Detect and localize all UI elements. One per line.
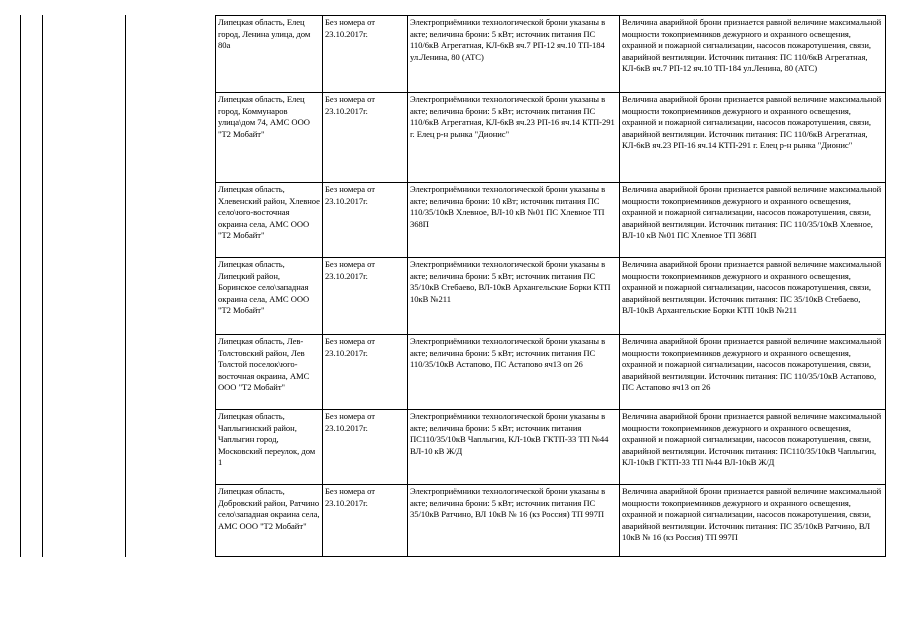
emergency-reserve-cell: Величина аварийной брони признается равной величине максимальной мощности токоприемников дежурного и охранного освещения, охранной и пожарной сигнализации, насосов пожаротушения, связи, аварийной вентиляции. Источник питания: ПС 110/35/10кВ Хлевное, ВЛ-10 кВ №01 ПС Хлевное ТП 368П — [619, 183, 885, 257]
address-cell: Липецкая область, Хлевенский район, Хлевное село\юго-восточная окраина села, АМС ООО "Т2 Мобайт" — [218, 184, 320, 241]
address-cell: Липецкая область, Чаплыгинский район, Чаплыгин город, Московский переулок, дом 1 — [218, 411, 316, 468]
address-cell: Липецкая область, Елец город, Ленина улица, дом 80а — [218, 17, 311, 51]
address-cell: Липецкая область, Лев-Толстовский район, Лев Толстой поселок\юго-восточная окраина, АМС ООО "Т2 Мобайт" — [218, 336, 310, 393]
table-row — [216, 16, 885, 92]
emergency-reserve-cell: Величина аварийной брони признается равной величине максимальной мощности токоприемников дежурного и охранного освещения, охранной и пожарной сигнализации, насосов пожаротушения, связи, аварийной вентиляции. Источник питания: ПС110/35/10кВ Чаплыгин, КЛ-10кВ ГКТП-33 ТП №44 ВЛ-10кВ Ж/Д — [619, 410, 885, 484]
emergency-reserve-cell: Величина аварийной брони признается равной величине максимальной мощности токоприемников дежурного и охранного освещения, охранной и пожарной сигнализации, насосов пожаротушения, связи, аварийной вентиляции. Источник питания: ПС 110/35/10кВ Астапово, ПС Астапово яч13 оп 26 — [619, 335, 885, 409]
table-row — [216, 257, 885, 334]
reserve-table — [215, 15, 886, 557]
act-cell: Без номера от 23.10.2017г. — [322, 258, 407, 334]
emergency-reserve-cell: Величина аварийной брони признается равной величине максимальной мощности токоприемников дежурного и охранного освещения, охранной и пожарной сигнализации, насосов пожаротушения, связи, аварийной вентиляции. Источник питания: ПС 35/10кВ Ратчино, ВЛ 10кВ № 16 (кз Россия) ТП 997П — [619, 485, 885, 556]
emergency-reserve-cell: Величина аварийной брони признается равной величине максимальной мощности токоприемников дежурного и охранного освещения, охранной и пожарной сигнализации, насосов пожаротушения, связи, аварийной вентиляции. Источник питания: ПС 110/6кВ Агрегатная, КЛ-6кВ яч.7 РП-12 яч.10 ТП-184 ул.Ленина, 80 (АТС) — [619, 16, 885, 92]
act-cell: Без номера от 23.10.2017г. — [322, 16, 407, 92]
left-column-rule-3 — [125, 15, 126, 557]
table-row — [216, 334, 885, 409]
left-column-rule-2 — [42, 15, 43, 557]
table-row — [216, 92, 885, 182]
act-cell: Без номера от 23.10.2017г. — [322, 93, 407, 182]
table-row — [216, 409, 885, 484]
tech-reserve-cell: Электроприёмники технологической брони указаны в акте; величина брони: 5 кВт; источник питания ПС 35/10кВ Ратчино, ВЛ 10кВ № 16 (кз Россия) ТП 997П — [407, 485, 619, 556]
act-cell: Без номера от 23.10.2017г. — [322, 485, 407, 556]
address-cell: Липецкая область, Елец город, Коммунаров улица\дом 74, АМС ООО "Т2 Мобайт" — [218, 94, 310, 139]
emergency-reserve-cell: Величина аварийной брони признается равной величине максимальной мощности токоприемников дежурного и охранного освещения, охранной и пожарной сигнализации, насосов пожаротушения, связи, аварийной вентиляции. Источник питания: ПС 110/6кВ Агрегатная, КЛ-6кВ яч.23 РП-16 яч.14 КТП-291 г. Елец р-н рынка "Дионис" — [619, 93, 885, 182]
table-row — [216, 182, 885, 257]
tech-reserve-cell: Электроприёмники технологической брони указаны в акте; величина брони: 5 кВт; источник питания ПС 35/10кВ Стебаево, ВЛ-10кВ Архангельские Борки КТП 10кВ №211 — [407, 258, 619, 334]
tech-reserve-cell: Электроприёмники технологической брони указаны в акте; величина брони: 5 кВт; источник питания ПС110/35/10кВ Чаплыгин, КЛ-10кВ ГКТП-33 ТП №44 ВЛ-10 кВ Ж/Д — [407, 410, 619, 484]
table-row — [216, 484, 885, 556]
act-cell: Без номера от 23.10.2017г. — [322, 410, 407, 484]
act-cell: Без номера от 23.10.2017г. — [322, 183, 407, 257]
emergency-reserve-cell: Величина аварийной брони признается равной величине максимальной мощности токоприемников дежурного и охранного освещения, охранной и пожарной сигнализации, насосов пожаротушения, связи, аварийной вентиляции. Источник питания: ПС 35/10кВ Стебаево, ВЛ-10кВ Архангельские Борки КТП 10кВ №211 — [619, 258, 885, 334]
address-cell: Липецкая область, Добровский район, Ратчино село\западная окраина села, АМС ООО "Т2 Мобайт" — [218, 486, 320, 531]
left-column-rule-1 — [20, 15, 21, 557]
address-cell: Липецкая область, Липецкий район, Боринское село\западная окраина села, АМС ООО "Т2 Мобайт" — [218, 259, 310, 316]
act-cell: Без номера от 23.10.2017г. — [322, 335, 407, 409]
tech-reserve-cell: Электроприёмники технологической брони указаны в акте; величина брони: 5 кВт; источник питания ПС 110/6кВ Агрегатная, КЛ-6кВ яч.23 РП-16 яч.14 КТП-291 г. Елец р-н рынка "Дионис" — [407, 93, 619, 182]
tech-reserve-cell: Электроприёмники технологической брони указаны в акте; величина брони: 5 кВт; источник питания ПС 110/35/10кВ Астапово, ПС Астапово яч13 оп 26 — [407, 335, 619, 409]
tech-reserve-cell: Электроприёмники технологической брони указаны в акте; величина брони: 10 кВт; источник питания ПС 110/35/10кВ Хлевное, ВЛ-10 кВ №01 ПС Хлевное ТП 368П — [407, 183, 619, 257]
tech-reserve-cell: Электроприёмники технологической брони указаны в акте; величина брони: 5 кВт; источник питания ПС 110/6кВ Агрегатная, КЛ-6кВ яч.7 РП-12 яч.10 ТП-184 ул.Ленина, 80 (АТС) — [407, 16, 619, 92]
